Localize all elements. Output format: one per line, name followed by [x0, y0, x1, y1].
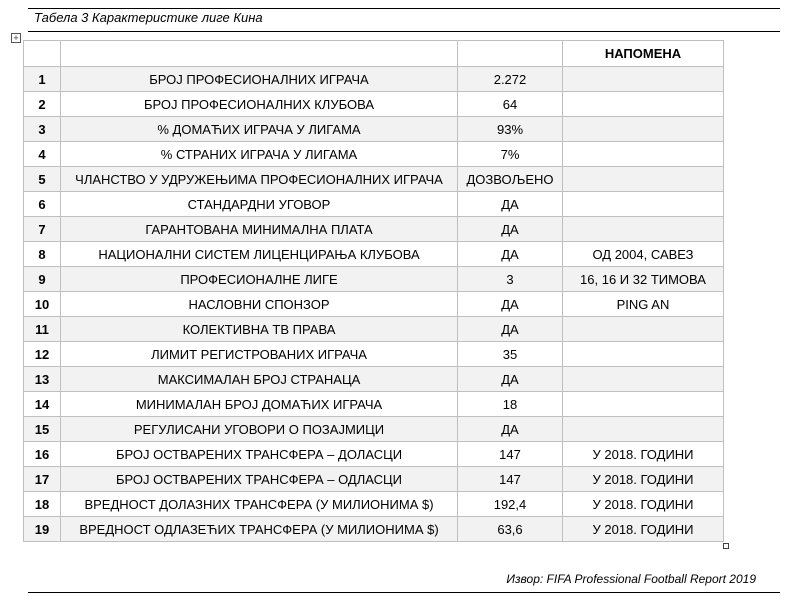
cell-item: КОЛЕКТИВНА ТВ ПРАВА [61, 317, 458, 342]
cell-value: 3 [458, 267, 563, 292]
cell-note: У 2018. ГОДИНИ [563, 467, 724, 492]
table-row [24, 167, 724, 192]
table-resize-handle-icon[interactable] [723, 543, 729, 549]
caption-rule [28, 31, 780, 32]
cell-num: 13 [24, 367, 61, 392]
cell-note [563, 117, 724, 142]
table-row [24, 367, 724, 392]
source-note: Извор: FIFA Professional Football Report 2019 [506, 572, 756, 586]
cell-num: 3 [24, 117, 61, 142]
cell-num: 17 [24, 467, 61, 492]
cell-item: МАКСИМАЛАН БРОЈ СТРАНАЦА [61, 367, 458, 392]
table-caption: Табела 3 Карактеристике лиге Кина [34, 10, 263, 25]
cell-note [563, 192, 724, 217]
cell-value: ДА [458, 292, 563, 317]
header-cell-value [458, 41, 563, 67]
table-row [24, 517, 724, 542]
header-cell-item [61, 41, 458, 67]
cell-note: У 2018. ГОДИНИ [563, 492, 724, 517]
cell-num: 6 [24, 192, 61, 217]
cell-value: 147 [458, 442, 563, 467]
cell-note: ОД 2004, САВЕЗ [563, 242, 724, 267]
cell-num: 16 [24, 442, 61, 467]
table-row [24, 417, 724, 442]
table-move-handle-icon[interactable]: + [11, 33, 21, 43]
cell-note [563, 317, 724, 342]
table-header-row [24, 41, 724, 67]
cell-item: % СТРАНИХ ИГРАЧА У ЛИГАМА [61, 142, 458, 167]
cell-num: 1 [24, 67, 61, 92]
cell-item: БРОЈ ОСТВАРЕНИХ ТРАНСФЕРА – ДОЛАСЦИ [61, 442, 458, 467]
cell-note [563, 217, 724, 242]
cell-value: 147 [458, 467, 563, 492]
cell-note: У 2018. ГОДИНИ [563, 442, 724, 467]
cell-note: У 2018. ГОДИНИ [563, 517, 724, 542]
cell-num: 9 [24, 267, 61, 292]
cell-num: 4 [24, 142, 61, 167]
cell-value: ДА [458, 192, 563, 217]
table-row [24, 467, 724, 492]
cell-num: 11 [24, 317, 61, 342]
cell-item: РЕГУЛИСАНИ УГОВОРИ О ПОЗАЈМИЦИ [61, 417, 458, 442]
table-row [24, 292, 724, 317]
cell-item: ЧЛАНСТВО У УДРУЖЕЊИМА ПРОФЕСИОНАЛНИХ ИГРАЧА [61, 167, 458, 192]
source-rule [28, 592, 780, 593]
cell-num: 7 [24, 217, 61, 242]
cell-item: СТАНДАРДНИ УГОВОР [61, 192, 458, 217]
cell-item: БРОЈ ПРОФЕСИОНАЛНИХ КЛУБОВА [61, 92, 458, 117]
league-characteristics-table [23, 40, 724, 542]
cell-value: ДА [458, 367, 563, 392]
cell-value: 192,4 [458, 492, 563, 517]
cell-item: БРОЈ ПРОФЕСИОНАЛНИХ ИГРАЧА [61, 67, 458, 92]
table-row [24, 217, 724, 242]
cell-item: НАСЛОВНИ СПОНЗОР [61, 292, 458, 317]
cell-num: 8 [24, 242, 61, 267]
cell-value: 7% [458, 142, 563, 167]
cell-item: ВРЕДНОСТ ОДЛАЗЕЋИХ ТРАНСФЕРА (У МИЛИОНИМА $) [61, 517, 458, 542]
cell-value: 63,6 [458, 517, 563, 542]
table-row [24, 267, 724, 292]
cell-num: 15 [24, 417, 61, 442]
cell-note: 16, 16 И 32 ТИМОВА [563, 267, 724, 292]
cell-value: 35 [458, 342, 563, 367]
cell-value: ДОЗВОЉЕНО [458, 167, 563, 192]
cell-value: ДА [458, 417, 563, 442]
cell-num: 2 [24, 92, 61, 117]
cell-item: ГАРАНТОВАНА МИНИМАЛНА ПЛАТА [61, 217, 458, 242]
cell-note [563, 142, 724, 167]
header-cell-num [24, 41, 61, 67]
cell-num: 19 [24, 517, 61, 542]
cell-value: 93% [458, 117, 563, 142]
cell-item: БРОЈ ОСТВАРЕНИХ ТРАНСФЕРА – ОДЛАСЦИ [61, 467, 458, 492]
cell-num: 18 [24, 492, 61, 517]
table-row [24, 192, 724, 217]
cell-note [563, 342, 724, 367]
cell-note [563, 67, 724, 92]
cell-item: ЛИМИТ РЕГИСТРОВАНИХ ИГРАЧА [61, 342, 458, 367]
table-row [24, 342, 724, 367]
header-cell-note: НАПОМЕНА [563, 41, 724, 67]
cell-num: 12 [24, 342, 61, 367]
cell-note [563, 167, 724, 192]
cell-item: МИНИМАЛАН БРОЈ ДОМАЋИХ ИГРАЧА [61, 392, 458, 417]
table-row [24, 67, 724, 92]
cell-note [563, 417, 724, 442]
table-row [24, 92, 724, 117]
cell-item: ВРЕДНОСТ ДОЛАЗНИХ ТРАНСФЕРА (У МИЛИОНИМА $) [61, 492, 458, 517]
cell-value: 64 [458, 92, 563, 117]
cell-num: 10 [24, 292, 61, 317]
cell-value: 2.272 [458, 67, 563, 92]
cell-note [563, 367, 724, 392]
cell-value: ДА [458, 317, 563, 342]
table-row [24, 392, 724, 417]
cell-value: ДА [458, 242, 563, 267]
table-row [24, 492, 724, 517]
cell-note [563, 92, 724, 117]
cell-note: PING AN [563, 292, 724, 317]
table-row [24, 242, 724, 267]
table-row [24, 142, 724, 167]
table-row [24, 442, 724, 467]
top-rule [28, 8, 780, 9]
table-row [24, 117, 724, 142]
cell-num: 5 [24, 167, 61, 192]
cell-value: 18 [458, 392, 563, 417]
cell-note [563, 392, 724, 417]
cell-item: ПРОФЕСИОНАЛНЕ ЛИГЕ [61, 267, 458, 292]
cell-item: НАЦИОНАЛНИ СИСТЕМ ЛИЦЕНЦИРАЊА КЛУБОВА [61, 242, 458, 267]
cell-item: % ДОМАЋИХ ИГРАЧА У ЛИГАМА [61, 117, 458, 142]
table-row [24, 317, 724, 342]
cell-num: 14 [24, 392, 61, 417]
cell-value: ДА [458, 217, 563, 242]
